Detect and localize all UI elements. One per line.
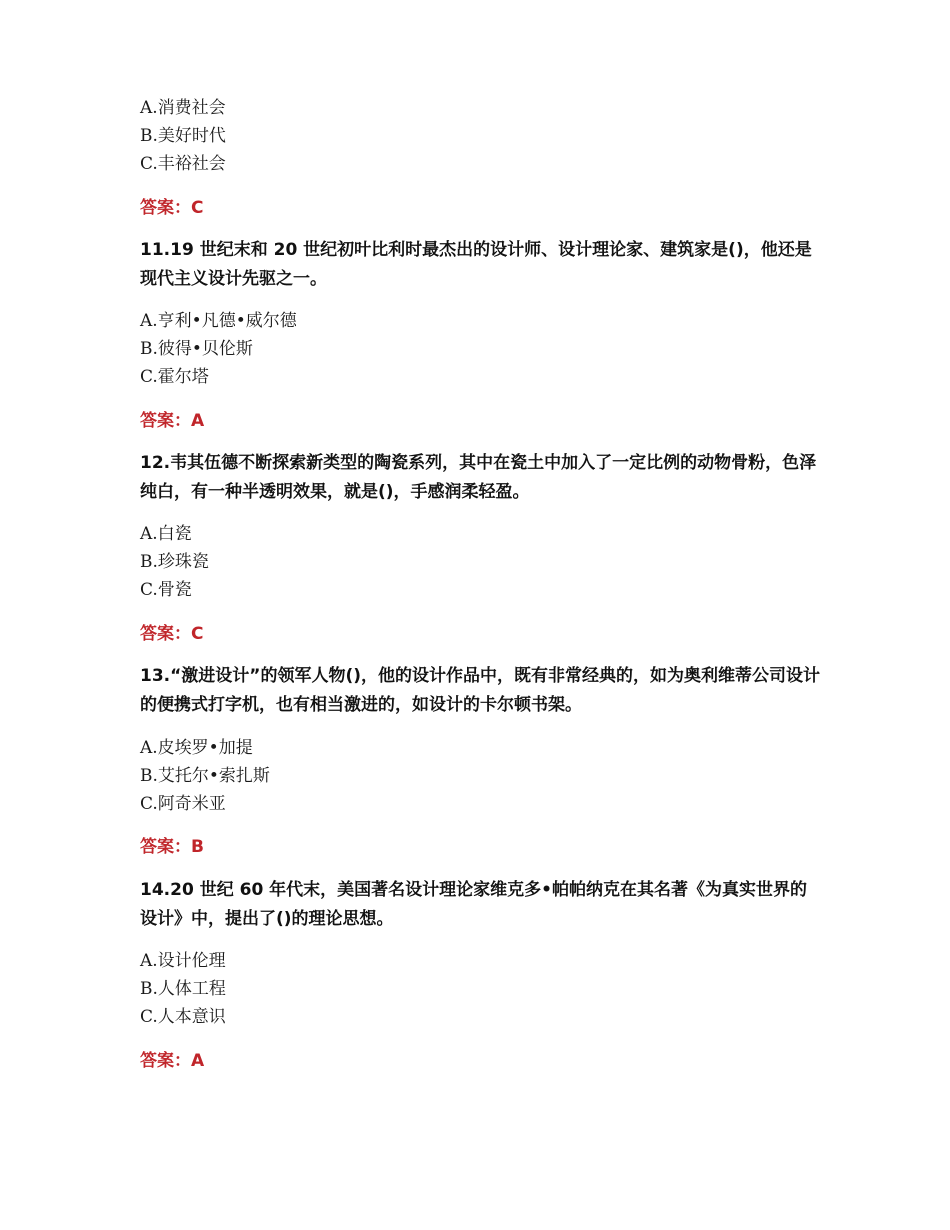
option-list [140,520,820,604]
option-b: B.彼得•贝伦斯 [140,339,253,359]
answer-line [140,194,820,222]
question-12-text: 12.韦其伍德不断探索新类型的陶瓷系列，其中在瓷土中加入了一定比例的动物骨粉，色泽纯白，有一种半透明效果，就是()，手感润柔轻盈。 [140,453,817,502]
question-13-text: 13.“激进设计”的领军人物()，他的设计作品中，既有非常经典的，如为奥利维蒂公司设计的便携式打字机，也有相当激进的，如设计的卡尔顿书架。 [140,666,820,715]
answer-value: C [191,624,204,644]
answer-line [140,1047,820,1075]
option-c: C.人本意识 [140,1007,226,1027]
answer-value: B [191,837,204,857]
answer-label: 答案： [140,198,191,218]
answer-value: A [191,1051,205,1071]
question-14-text: 14.20 世纪 60 年代末，美国著名设计理论家维克多•帕帕纳克在其名著《为真实世界的设计》中，提出了()的理论思想。 [140,880,808,929]
option-a: A.皮埃罗•加提 [140,738,253,758]
option-list [140,947,820,1031]
answer-label: 答案： [140,837,191,857]
answer-label: 答案： [140,411,191,431]
answer-label: 答案： [140,624,191,644]
answer-label: 答案： [140,1051,191,1071]
option-a: A.白瓷 [140,524,192,544]
option-a: A.亨利•凡德•威尔德 [140,311,297,331]
question-11-text: 11.19 世纪末和 20 世纪初叶比利时最杰出的设计师、设计理论家、建筑家是()，他还是现代主义设计先驱之一。 [140,240,812,289]
option-list [140,734,820,818]
answer-line [140,407,820,435]
option-b: B.艾托尔•索扎斯 [140,766,270,786]
answer-value: C [191,198,204,218]
option-list [140,94,820,178]
answer-line [140,620,820,648]
option-a: A.消费社会 [140,98,226,118]
option-c: C.骨瓷 [140,580,192,600]
answer-line [140,833,820,861]
option-c: C.霍尔塔 [140,367,209,387]
option-list [140,307,820,391]
option-b: B.美好时代 [140,126,226,146]
answer-value: A [191,411,205,431]
option-b: B.珍珠瓷 [140,552,209,572]
option-b: B.人体工程 [140,979,226,999]
option-c: C.阿奇米亚 [140,794,226,814]
option-a: A.设计伦理 [140,951,226,971]
option-c: C.丰裕社会 [140,154,226,174]
